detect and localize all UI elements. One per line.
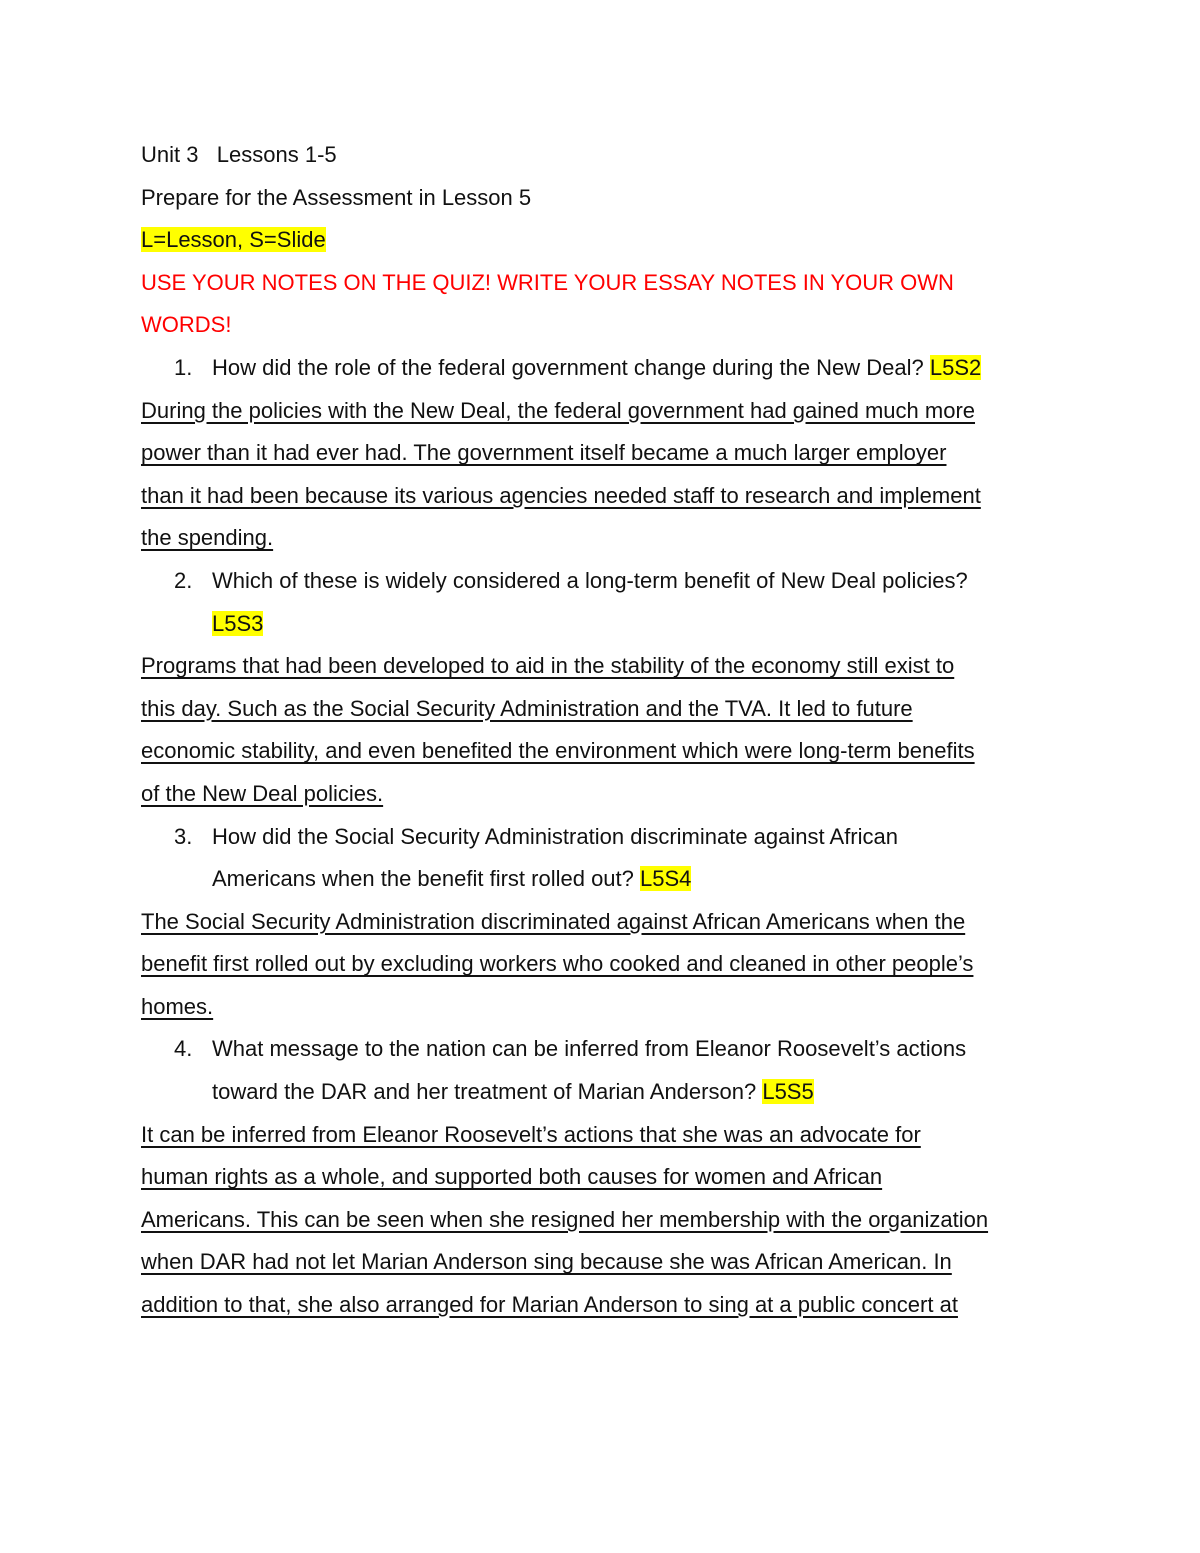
slide-reference: L5S2 [929, 354, 982, 380]
question-number: 3. [174, 823, 193, 849]
answer-line: homes. [141, 993, 214, 1019]
slide-reference: L5S4 [640, 866, 692, 892]
answer-line: addition to that, she also arranged for Marian Anderson to sing at a public concert at [141, 1292, 958, 1318]
question-line: Americans when the benefit first rolled out? [212, 866, 634, 892]
question-text [212, 1071, 1061, 1114]
answer-line: benefit first rolled out by excluding workers who cooked and cleaned in other people’s [141, 951, 974, 977]
unit-title: Unit 3 Lessons 1-5 [141, 142, 337, 167]
answer-line: of the New Deal policies. [141, 780, 384, 806]
question-number: 4. [174, 1036, 193, 1062]
answer-line: than it had been because its various agencies needed staff to research and implement [141, 482, 981, 508]
answer-line: Programs that had been developed to aid in the stability of the economy still exist to [141, 653, 955, 679]
answer-4 [141, 1114, 1061, 1327]
question-line: Which of these is widely considered a long-term benefit of New Deal policies? [212, 567, 968, 593]
question-line: What message to the nation can be inferred from Eleanor Roosevelt’s actions [212, 1036, 967, 1062]
answer-line: this day. Such as the Social Security Administration and the TVA. It led to future [141, 695, 913, 721]
question-text [212, 347, 1061, 390]
answer-2 [141, 645, 1061, 815]
instruction-line-2: WORDS! [141, 312, 232, 338]
answer-line: It can be inferred from Eleanor Roosevelt’s actions that she was an advocate for [141, 1121, 921, 1147]
question-text [212, 858, 1061, 901]
question-2 [141, 560, 1061, 645]
slide-reference: L5S5 [762, 1079, 814, 1105]
question-number: 2. [174, 567, 193, 593]
question-number: 1. [174, 354, 193, 380]
answer-3 [141, 901, 1061, 1029]
answer-line: the spending. [141, 525, 274, 551]
question-line: How did the Social Security Administration discriminate against African [212, 823, 898, 849]
question-line: How did the role of the federal government change during the New Deal? [212, 354, 924, 380]
answer-line: when DAR had not let Marian Anderson sing because she was African American. In [141, 1249, 952, 1275]
answer-line: economic stability, and even benefited the environment which were long-term benefits [141, 738, 975, 764]
question-3 [141, 816, 1061, 901]
document-subtitle: Prepare for the Assessment in Lesson 5 [141, 184, 532, 210]
question-4 [141, 1028, 1061, 1113]
answer-1 [141, 390, 1061, 560]
answer-line: power than it had ever had. The government itself became a much larger employer [141, 440, 947, 466]
legend-highlight: L=Lesson, S=Slide [141, 227, 326, 253]
instruction-line-1: USE YOUR NOTES ON THE QUIZ! WRITE YOUR ESSAY NOTES IN YOUR OWN [141, 269, 954, 295]
answer-line: Americans. This can be seen when she resigned her membership with the organization [141, 1206, 989, 1232]
slide-reference: L5S3 [212, 610, 264, 636]
legend-line [141, 219, 1061, 262]
question-ref-line [212, 603, 1061, 646]
answer-line: The Social Security Administration discriminated against African Americans when the [141, 908, 966, 934]
question-line: toward the DAR and her treatment of Marian Anderson? [212, 1079, 757, 1105]
answer-line: human rights as a whole, and supported both causes for women and African [141, 1164, 883, 1190]
answer-line: During the policies with the New Deal, the federal government had gained much more [141, 397, 976, 423]
document-page [141, 134, 1061, 1327]
question-1 [141, 347, 1061, 390]
